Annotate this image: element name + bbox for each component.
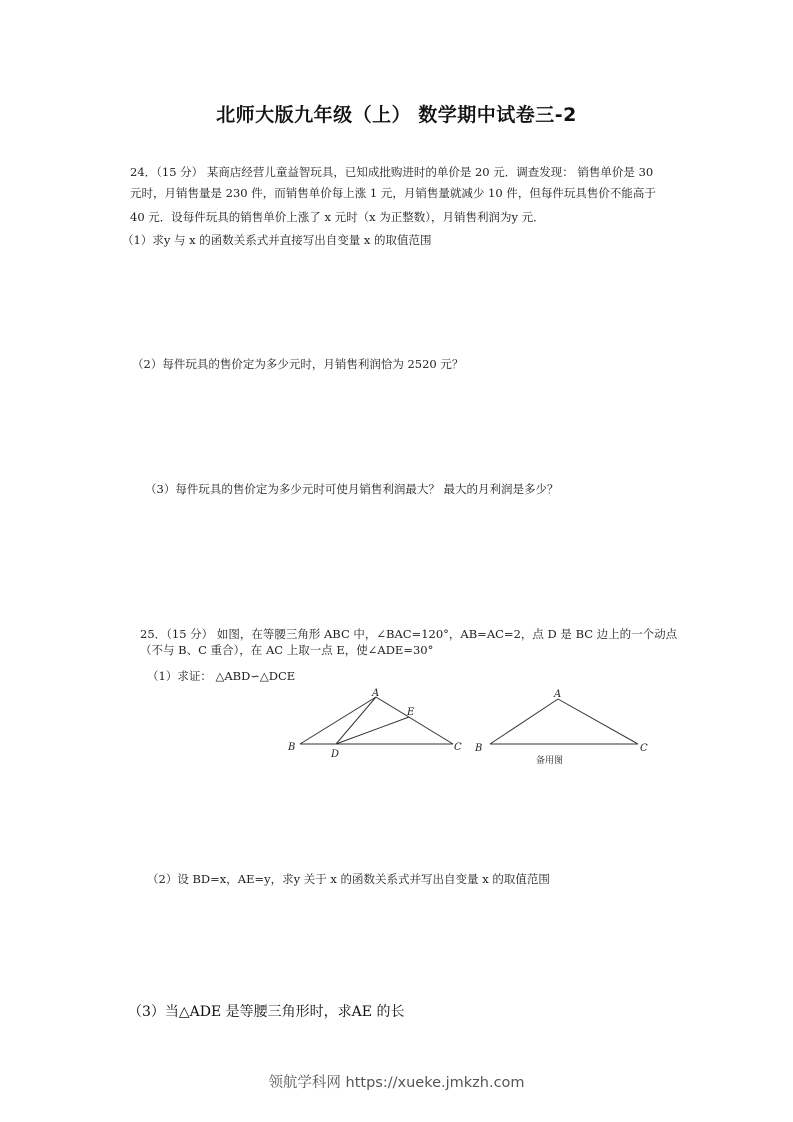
spare-label-A: A [554,689,562,700]
label-A: A [372,688,380,699]
q25-part2: （2）设 BD=x，AE=y，求y 关于 x 的函数关系式并写出自变量 x 的取值范围 [147,872,550,886]
q25-part1: （1）求证： △ABD∽△DCE [147,669,296,683]
spare-label-C: C [640,743,648,754]
page-title: 北师大版九年级（上） 数学期中试卷三-2 [216,104,577,126]
q24-line1: 24．（15 分） 某商店经营儿童益智玩具，已知成批购进时的单价是 20 元．调查发现： 销售单价是 30 [130,165,654,179]
q24-part1: （1）求y 与 x 的函数关系式并直接写出自变量 x 的取值范围 [122,233,432,247]
label-B: B [288,742,296,753]
q24-part3: （3）每件玩具的售价定为多少元时可使月销售利润最大？ 最大的月利润是多少？ [145,482,559,496]
spare-label-B: B [475,743,483,754]
label-C: C [454,742,462,753]
spare-triangle-figure [470,684,655,768]
q25-line2: （不与 B、C 重合），在 AC 上取一点 E，使∠ADE=30° [140,643,434,657]
triangle-lines [300,697,453,744]
q24-part2: （2）每件玩具的售价定为多少元时，月销售利润恰为 2520 元？ [132,357,464,371]
q25-part3: （3）当△ADE 是等腰三角形时，求AE 的长 [128,1004,405,1020]
triangle-figure [280,684,470,764]
q24-line2: 元时，月销售量是 230 件，而销售单价每上涨 1 元，月销售量就减少 10 件，但每件玩具售价不能高于 [130,186,656,200]
label-D: D [331,749,340,760]
q25-line1: 25．（15 分） 如图，在等腰三角形 ABC 中，∠BAC=120°，AB=AC=2，点 D 是 BC 边上的一个动点 [140,627,678,641]
spare-triangle-lines [490,699,638,744]
label-E: E [407,707,415,718]
spare-figure-caption: 备用图 [536,756,564,766]
footer-watermark: 领航学科网 https://xueke.jmkzh.com [268,1075,525,1091]
q24-line3: 40 元．设每件玩具的销售单价上涨了 x 元时（x 为正整数），月销售利润为y 元． [130,210,545,224]
